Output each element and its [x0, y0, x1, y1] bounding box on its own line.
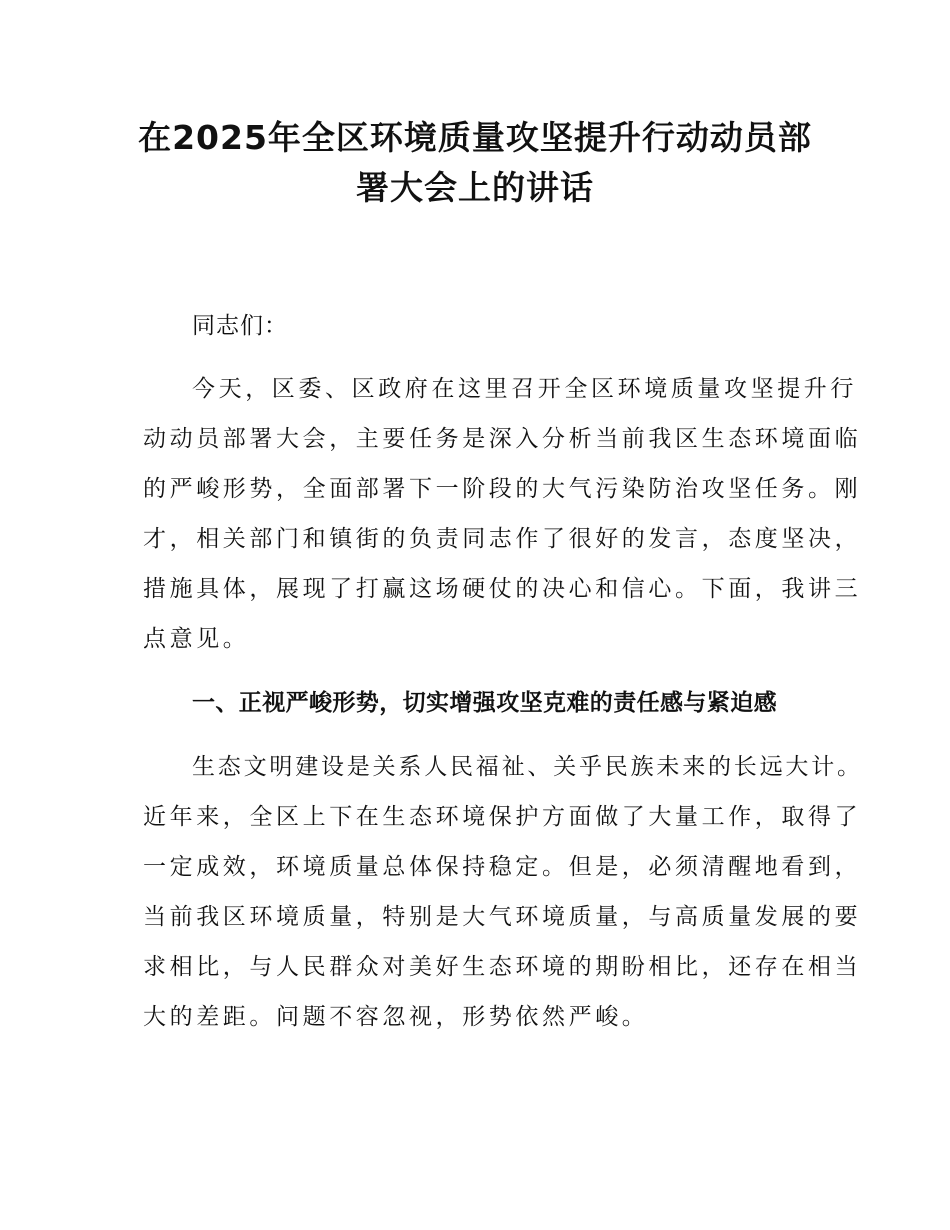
paragraph-1-line-2: 动动员部署大会，主要任务是深入分析当前我区生态环境面临 — [143, 426, 862, 452]
salutation: 同志们： — [192, 313, 288, 339]
paragraph-1-line-1: 今天，区委、区政府在这里召开全区环境质量攻坚提升行 — [192, 376, 857, 402]
document-title-line-2: 署大会上的讲话 — [356, 168, 594, 207]
paragraph-2-line-4: 当前我区环境质量，特别是大气环境质量，与高质量发展的要 — [143, 904, 862, 930]
paragraph-2-line-2: 近年来，全区上下在生态环境保护方面做了大量工作，取得了 — [143, 804, 862, 830]
paragraph-1-line-4: 才，相关部门和镇街的负责同志作了很好的发言，态度坚决， — [143, 526, 862, 552]
paragraph-1-line-5: 措施具体，展现了打赢这场硬仗的决心和信心。下面，我讲三 — [143, 576, 862, 602]
section-heading-1: 一、正视严峻形势，切实增强攻坚克难的责任感与紧迫感 — [192, 690, 777, 716]
document-title-line-1: 在2025年全区环境质量攻坚提升行动动员部 — [138, 118, 812, 157]
paragraph-2-line-3: 一定成效，环境质量总体保持稳定。但是，必须清醒地看到， — [143, 854, 862, 880]
paragraph-2-line-6: 大的差距。问题不容忽视，形势依然严峻。 — [143, 1004, 649, 1030]
paragraph-1-line-3: 的严峻形势，全面部署下一阶段的大气污染防治攻坚任务。刚 — [143, 476, 862, 502]
paragraph-2-line-1: 生态文明建设是关系人民福祉、关乎民族未来的长远大计。 — [192, 754, 863, 780]
paragraph-1-line-6: 点意见。 — [143, 626, 250, 652]
paragraph-2-line-5: 求相比，与人民群众对美好生态环境的期盼相比，还存在相当 — [143, 954, 862, 980]
